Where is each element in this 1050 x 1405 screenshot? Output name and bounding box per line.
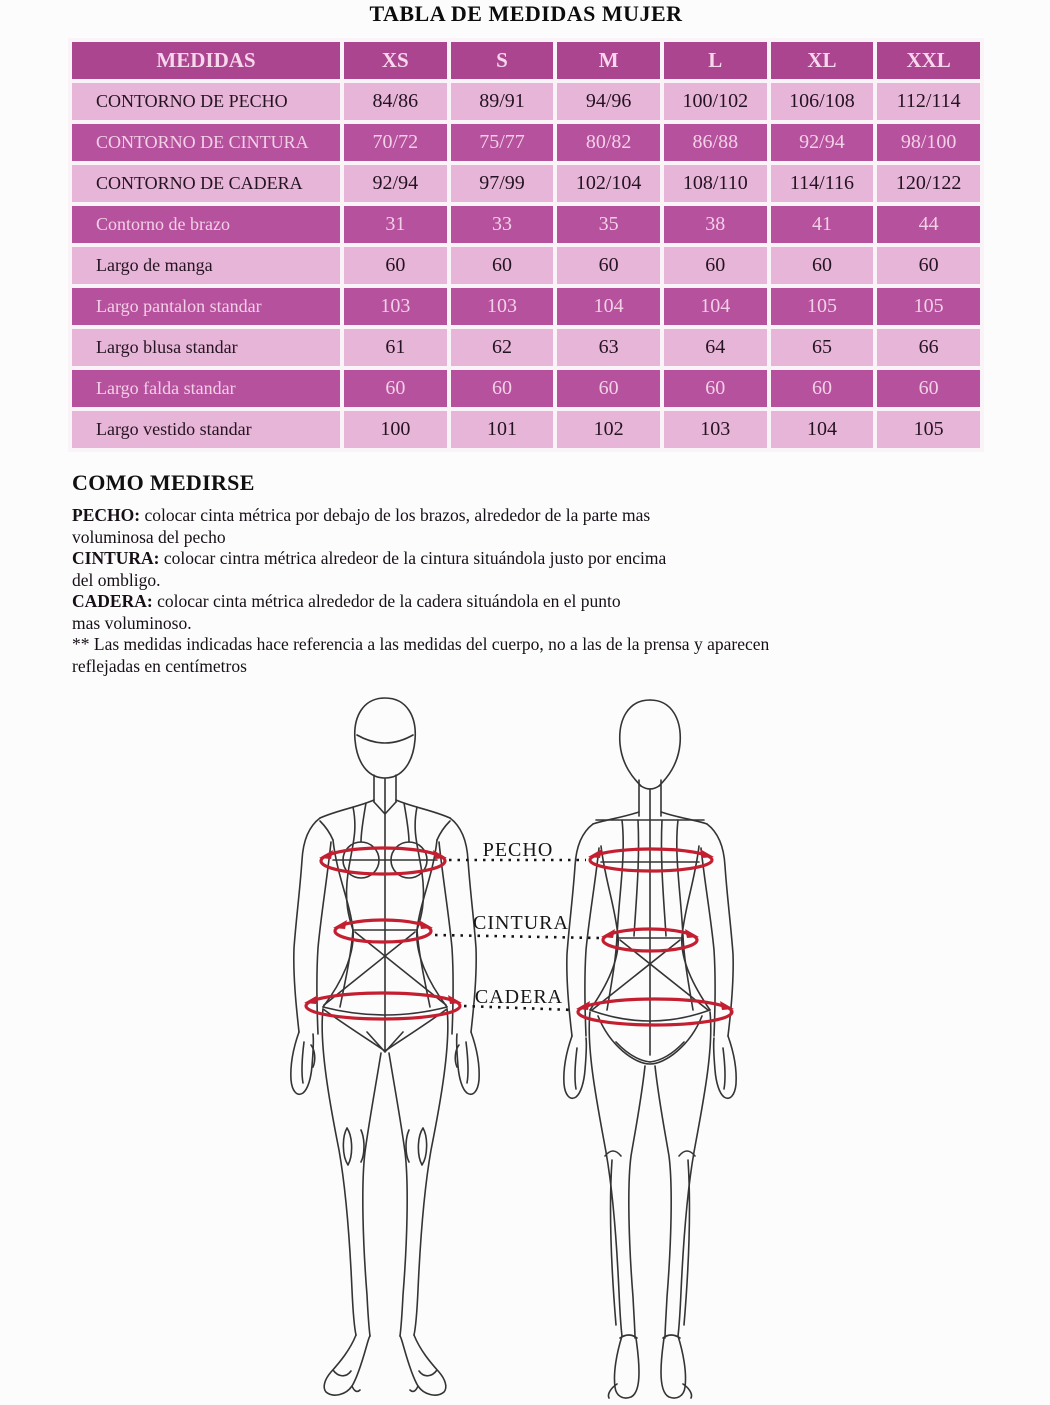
instruction-cadera-text-line1: colocar cinta métrica alrededor de la cadera situándola en el punto bbox=[157, 591, 621, 611]
column-header-xl: XL bbox=[771, 42, 874, 79]
size-value-cell: 60 bbox=[557, 370, 660, 407]
page-title: TABLA DE MEDIDAS MUJER bbox=[369, 1, 683, 26]
column-header-xs: XS bbox=[344, 42, 447, 79]
size-table-row bbox=[72, 288, 980, 325]
size-value-cell: 114/116 bbox=[771, 165, 874, 202]
column-header-m: M bbox=[557, 42, 660, 79]
size-value-cell: 84/86 bbox=[344, 83, 447, 120]
size-value-cell: 60 bbox=[664, 247, 767, 284]
size-value-cell: 104 bbox=[771, 411, 874, 448]
size-table bbox=[68, 38, 984, 452]
measurement-row-label: Largo blusa standar bbox=[72, 329, 340, 366]
cadera-diagram-label: CADERA bbox=[474, 986, 564, 1008]
size-table-body bbox=[72, 83, 980, 448]
front-figure bbox=[291, 698, 479, 1395]
size-value-cell: 41 bbox=[771, 206, 874, 243]
size-value-cell: 106/108 bbox=[771, 83, 874, 120]
size-value-cell: 101 bbox=[451, 411, 554, 448]
size-value-cell: 62 bbox=[451, 329, 554, 366]
size-value-cell: 104 bbox=[664, 288, 767, 325]
size-value-cell: 70/72 bbox=[344, 124, 447, 161]
how-to-measure-section bbox=[72, 470, 982, 677]
measurement-diagram bbox=[0, 690, 1050, 1400]
size-value-cell: 60 bbox=[451, 247, 554, 284]
cintura-diagram-label: CINTURA bbox=[473, 912, 569, 934]
size-value-cell: 61 bbox=[344, 329, 447, 366]
size-value-cell: 63 bbox=[557, 329, 660, 366]
measurement-row-label: Largo de manga bbox=[72, 247, 340, 284]
instruction-cintura-text-line2: del ombligo. bbox=[72, 569, 161, 590]
size-value-cell: 97/99 bbox=[451, 165, 554, 202]
size-value-cell: 31 bbox=[344, 206, 447, 243]
instruction-cadera bbox=[72, 591, 982, 634]
size-value-cell: 60 bbox=[771, 370, 874, 407]
measurement-note-line2: reflejadas en centímetros bbox=[72, 655, 247, 676]
measurement-row-label: CONTORNO DE CINTURA bbox=[72, 124, 340, 161]
size-value-cell: 44 bbox=[877, 206, 980, 243]
front-waist-ring bbox=[333, 920, 433, 942]
measurement-row-label: Contorno de brazo bbox=[72, 206, 340, 243]
size-value-cell: 92/94 bbox=[771, 124, 874, 161]
size-value-cell: 98/100 bbox=[877, 124, 980, 161]
how-to-measure-heading: COMO MEDIRSE bbox=[72, 470, 255, 495]
size-value-cell: 104 bbox=[557, 288, 660, 325]
size-table-row bbox=[72, 247, 980, 284]
size-value-cell: 105 bbox=[877, 288, 980, 325]
instruction-cadera-text-line2: mas voluminoso. bbox=[72, 612, 192, 633]
size-value-cell: 60 bbox=[451, 370, 554, 407]
size-table-row bbox=[72, 124, 980, 161]
cintura-connector-line bbox=[435, 935, 599, 938]
instruction-pecho-text-line1: colocar cinta métrica por debajo de los brazos, alrededor de la parte mas bbox=[144, 505, 651, 525]
size-value-cell: 105 bbox=[877, 411, 980, 448]
size-value-cell: 60 bbox=[877, 247, 980, 284]
pecho-diagram-label: PECHO bbox=[482, 839, 554, 861]
size-table-header-row bbox=[72, 42, 980, 79]
size-value-cell: 120/122 bbox=[877, 165, 980, 202]
croquis-figures-svg bbox=[0, 690, 1050, 1400]
column-header-xxl: XXL bbox=[877, 42, 980, 79]
column-header-medidas: MEDIDAS bbox=[72, 42, 340, 79]
measurement-row-label: Largo falda standar bbox=[72, 370, 340, 407]
size-table-row bbox=[72, 370, 980, 407]
size-table-row bbox=[72, 411, 980, 448]
size-value-cell: 60 bbox=[557, 247, 660, 284]
back-bust-ring bbox=[588, 849, 714, 871]
size-value-cell: 103 bbox=[451, 288, 554, 325]
size-value-cell: 60 bbox=[771, 247, 874, 284]
size-value-cell: 60 bbox=[877, 370, 980, 407]
size-table-row bbox=[72, 83, 980, 120]
size-value-cell: 38 bbox=[664, 206, 767, 243]
instruction-cintura-label: CINTURA: bbox=[72, 548, 160, 568]
size-value-cell: 89/91 bbox=[451, 83, 554, 120]
column-header-s: S bbox=[451, 42, 554, 79]
size-value-cell: 105 bbox=[771, 288, 874, 325]
size-value-cell: 103 bbox=[664, 411, 767, 448]
size-value-cell: 102 bbox=[557, 411, 660, 448]
measurement-row-label: Largo pantalon standar bbox=[72, 288, 340, 325]
measurement-note-line1: ** Las medidas indicadas hace referencia a las medidas del cuerpo, no a las de la prensa y aparecen bbox=[72, 634, 770, 654]
size-value-cell: 64 bbox=[664, 329, 767, 366]
size-value-cell: 33 bbox=[451, 206, 554, 243]
size-value-cell: 86/88 bbox=[664, 124, 767, 161]
size-value-cell: 92/94 bbox=[344, 165, 447, 202]
size-value-cell: 60 bbox=[344, 247, 447, 284]
measurement-row-label: Largo vestido standar bbox=[72, 411, 340, 448]
size-value-cell: 100/102 bbox=[664, 83, 767, 120]
size-value-cell: 75/77 bbox=[451, 124, 554, 161]
size-table-row bbox=[72, 329, 980, 366]
size-value-cell: 35 bbox=[557, 206, 660, 243]
instruction-pecho-text-line2: voluminosa del pecho bbox=[72, 526, 226, 547]
instruction-cintura bbox=[72, 548, 982, 591]
instruction-cintura-text-line1: colocar cintra métrica alredeor de la cintura situándola justo por encima bbox=[163, 548, 667, 568]
size-value-cell: 108/110 bbox=[664, 165, 767, 202]
instruction-cadera-label: CADERA: bbox=[72, 591, 153, 611]
size-table-row bbox=[72, 206, 980, 243]
size-value-cell: 80/82 bbox=[557, 124, 660, 161]
front-bust-ring bbox=[319, 848, 447, 874]
size-table-row bbox=[72, 165, 980, 202]
size-value-cell: 66 bbox=[877, 329, 980, 366]
measurement-note bbox=[72, 634, 982, 677]
size-value-cell: 102/104 bbox=[557, 165, 660, 202]
size-value-cell: 60 bbox=[664, 370, 767, 407]
size-value-cell: 65 bbox=[771, 329, 874, 366]
back-figure bbox=[564, 700, 736, 1398]
size-value-cell: 60 bbox=[344, 370, 447, 407]
size-value-cell: 100 bbox=[344, 411, 447, 448]
measurement-row-label: CONTORNO DE CADERA bbox=[72, 165, 340, 202]
instruction-pecho-label: PECHO: bbox=[72, 505, 141, 525]
column-header-l: L bbox=[664, 42, 767, 79]
size-value-cell: 94/96 bbox=[557, 83, 660, 120]
size-value-cell: 103 bbox=[344, 288, 447, 325]
instruction-pecho bbox=[72, 505, 982, 548]
measurement-row-label: CONTORNO DE PECHO bbox=[72, 83, 340, 120]
size-value-cell: 112/114 bbox=[877, 83, 980, 120]
